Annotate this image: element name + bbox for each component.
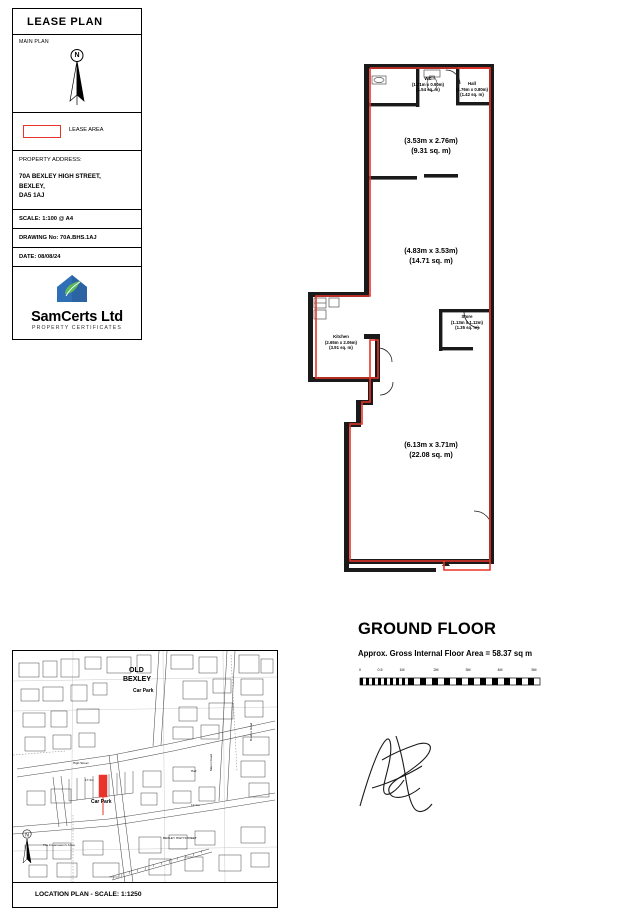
address-line-3: DA5 1AJ [19,192,45,199]
brand-name: SamCerts Ltd [31,308,123,325]
map-label-car-park-2: Car Park [91,799,112,805]
map-label-bexley-high-street: BEXLEY HIGH STREET [163,836,197,840]
title-block-heading: LEASE PLAN [13,9,141,35]
lease-area-key [13,113,141,151]
scale-tick-2: 1M [399,668,405,672]
room-label-kitchen: Kitchen (2.65m x 2.06m) (3.91 sq. m) [324,334,357,351]
title-block [12,8,142,340]
room-label-rear-room: (6.13m x 3.71m) (22.08 sq. m) [404,440,458,459]
scale-tick-0: 0 [359,668,361,672]
room-label-middle-room: (4.83m x 3.53m) (14.71 sq. m) [404,246,458,265]
map-label-car-park-1: Car Park [133,688,154,694]
map-label-old: OLD [129,667,144,674]
map-label-spot-height-1: 17.3m [85,778,94,782]
location-map-drawing [13,651,277,883]
location-plan-caption: LOCATION PLAN - SCALE: 1:1250 [35,891,142,898]
room-label-hall: Hall (1.76m x 0.80m) (1.42 sq. m) [455,81,488,98]
ground-floor-plan [296,56,526,586]
scale-tick-4: 3M [465,668,471,672]
room-label-store: Store (1.13m x 1.12m) (1.35 sq. m) [450,314,483,331]
house-leaf-icon [55,273,89,303]
scale-tick-6: 5M [531,668,537,672]
address-line-2: BEXLEY, [19,182,45,190]
scale-bar-ticks [358,668,542,676]
svg-text:N: N [25,832,29,839]
drawing-number-cell: DRAWING No: 70A.BHS.1AJ [13,229,141,248]
map-label-hall: Hall [191,769,197,773]
map-label-bexley: BEXLEY [123,676,152,683]
map-label-high-street: High Street [73,761,89,765]
lease-area-swatch [23,125,61,138]
map-label-bourne-road: Bourne Road [249,722,253,741]
location-north-arrow-icon [21,829,33,869]
main-plan-label: MAIN PLAN [19,39,49,45]
north-letter: N [74,51,80,59]
room-label-wc: WC (1.71m x 0.90m) (1.54 sq. m) [411,76,444,93]
location-map [13,651,277,883]
date-cell: DATE: 08/08/24 [13,248,141,267]
scale-bar [358,668,542,694]
address-line-1: 70A BEXLEY HIGH STREET, [19,173,101,180]
brand-subtitle: PROPERTY CERTIFICATES [32,324,122,331]
floor-area-note: Approx. Gross Internal Floor Area = 58.37 sq m [358,649,533,658]
scale-tick-5: 4M [497,668,503,672]
north-arrow-icon [66,49,88,107]
property-address-header: PROPERTY ADDRESS: [19,157,82,163]
lease-area-label: LEASE AREA [69,127,104,133]
company-logo-cell [13,267,141,339]
signature [352,718,462,828]
room-label-front-room: (3.53m x 2.76m) (9.31 sq. m) [404,136,458,155]
map-label-freemasons-arms: The Freemason's Arms [43,843,75,847]
scale-tick-1: 0.5 [377,668,383,672]
floor-plan-title: GROUND FLOOR [358,620,497,638]
scale-cell: SCALE: 1:100 @ A4 [13,210,141,229]
property-address-cell [13,151,141,210]
map-label-manor-road: Manor Road [209,753,213,771]
map-label-spot-height-2: 12.1m [191,803,200,807]
location-plan [12,650,278,908]
scale-tick-3: 2M [433,668,439,672]
scale-bar-graphic [358,677,542,689]
main-plan-cell [13,35,141,113]
